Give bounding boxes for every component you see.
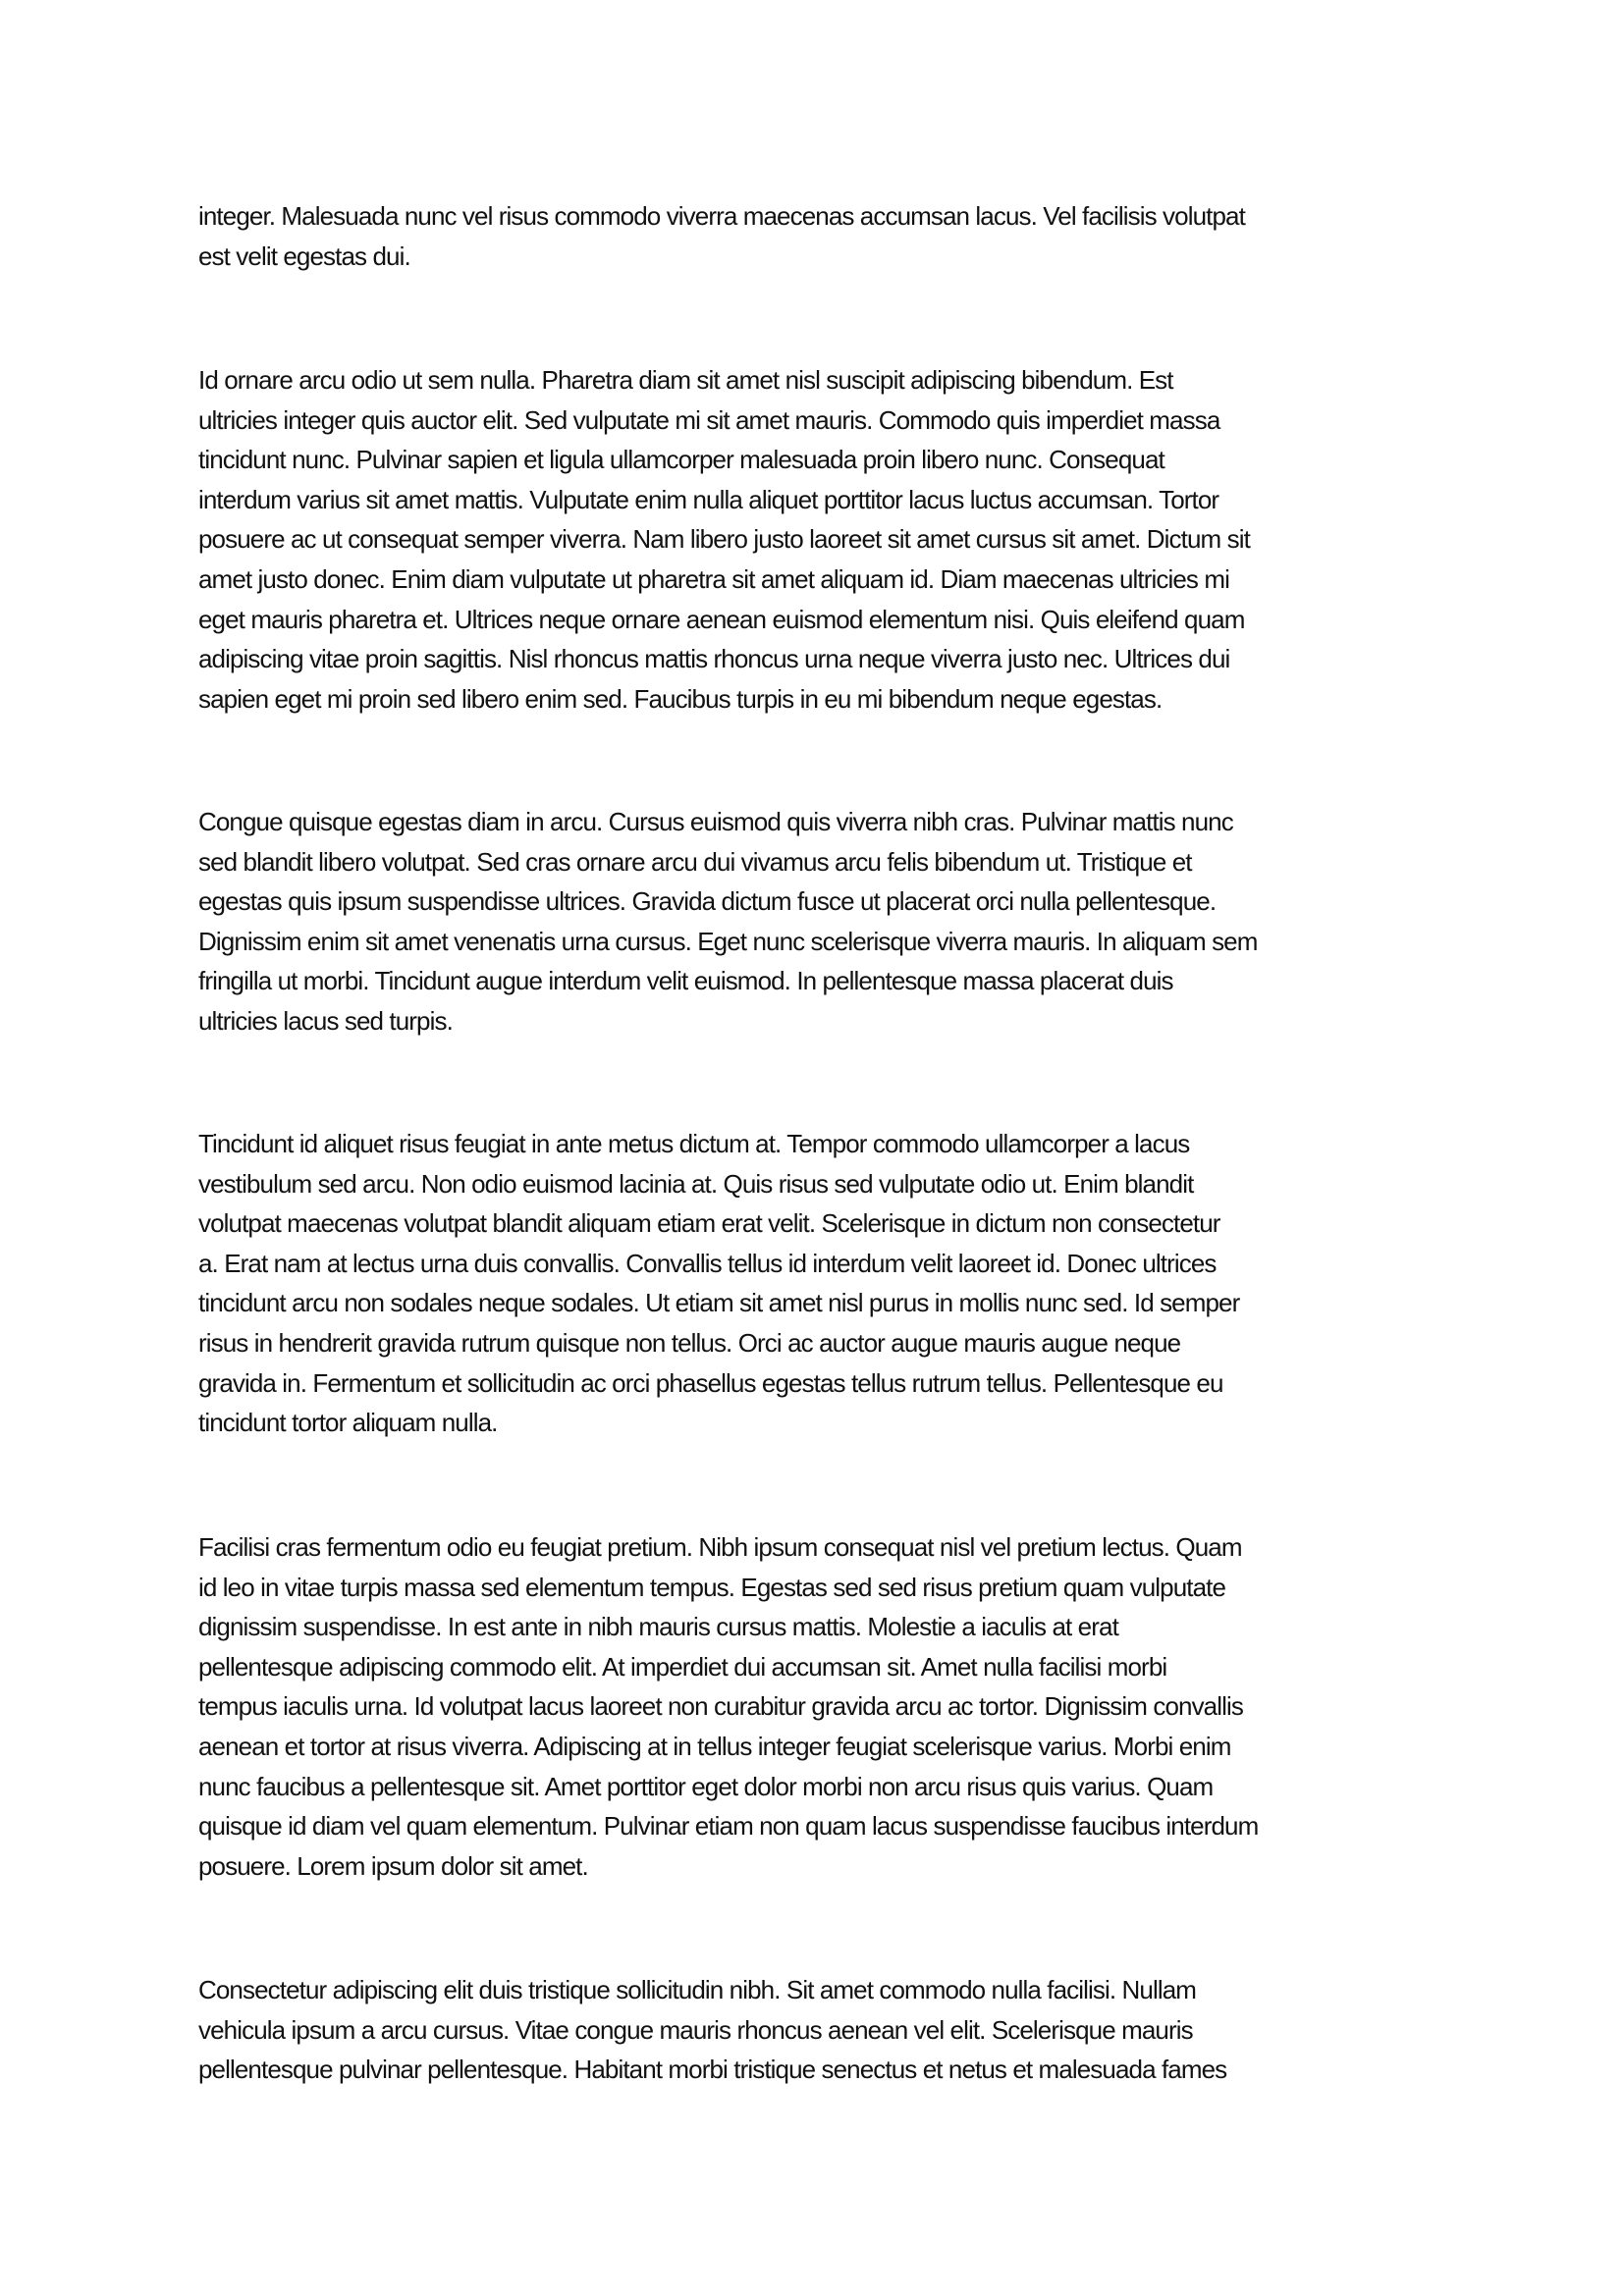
text-line: sapien eget mi proin sed libero enim sed. Faucibus turpis in eu mi bibendum neque egestas. [198,683,1163,714]
paragraph [198,802,1475,1041]
paragraph [198,196,1475,276]
text-line: sed blandit libero volutpat. Sed cras ornare arcu dui vivamus arcu felis bibendum ut. Tristique et [198,846,1192,877]
text-line: volutpat maecenas volutpat blandit aliquam etiam erat velit. Scelerisque in dictum non consectetur [198,1208,1220,1239]
text-line: risus in hendrerit gravida rutrum quisque non tellus. Orci ac auctor augue mauris augue neque [198,1327,1181,1358]
text-line: pellentesque pulvinar pellentesque. Habitant morbi tristique senectus et netus et malesuada fames [198,2055,1227,2085]
text-line: vehicula ipsum a arcu cursus. Vitae congue mauris rhoncus aenean vel elit. Scelerisque mauris [198,2014,1193,2045]
text-line: quisque id diam vel quam elementum. Pulvinar etiam non quam lacus suspendisse faucibus interdum [198,1811,1259,1842]
paragraph [198,1970,1475,2090]
paragraph [198,360,1475,719]
text-line: adipiscing vitae proin sagittis. Nisl rhoncus mattis rhoncus urna neque viverra justo nec. Ultrices dui [198,644,1230,674]
text-line: nunc faucibus a pellentesque sit. Amet porttitor eget dolor morbi non arcu risus quis varius. Quam [198,1771,1214,1801]
text-line: posuere. Lorem ipsum dolor sit amet. [198,1850,588,1881]
text-line: est velit egestas dui. [198,240,410,271]
text-line: interdum varius sit amet mattis. Vulputate enim nulla aliquet porttitor lacus luctus accumsan. Tortor [198,484,1219,514]
text-line: tincidunt arcu non sodales neque sodales. Ut etiam sit amet nisl purus in mollis nunc sed. Id semper [198,1288,1240,1318]
text-line: id leo in vitae turpis massa sed elementum tempus. Egestas sed sed risus pretium quam vulputate [198,1572,1226,1602]
text-line: tempus iaculis urna. Id volutpat lacus laoreet non curabitur gravida arcu ac tortor. Dignissim convallis [198,1691,1243,1722]
text-line: Tincidunt id aliquet risus feugiat in ante metus dictum at. Tempor commodo ullamcorper a lacus [198,1129,1190,1158]
text-line: eget mauris pharetra et. Ultrices neque ornare aenean euismod elementum nisi. Quis eleifend quam [198,604,1245,634]
text-line: vestibulum sed arcu. Non odio euismod lacinia at. Quis risus sed vulputate odio ut. Enim blandit [198,1168,1194,1199]
text-line: fringilla ut morbi. Tincidunt augue interdum velit euismod. In pellentesque massa placerat duis [198,966,1173,996]
text-line: Dignissim enim sit amet venenatis urna cursus. Eget nunc scelerisque viverra mauris. In aliquam sem [198,926,1258,956]
text-line: a. Erat nam at lectus urna duis convallis. Convallis tellus id interdum velit laoreet id. Donec ultrices [198,1248,1217,1278]
text-line: Congue quisque egestas diam in arcu. Cursus euismod quis viverra nibh cras. Pulvinar mattis nunc [198,807,1233,836]
text-line: amet justo donec. Enim diam vulputate ut pharetra sit amet aliquam id. Diam maecenas ultricies mi [198,563,1229,594]
text-line: ultricies lacus sed turpis. [198,1005,453,1036]
text-line: posuere ac ut consequat semper viverra. Nam libero justo laoreet sit amet cursus sit amet. Dictum sit [198,524,1250,555]
text-line: Facilisi cras fermentum odio eu feugiat pretium. Nibh ipsum consequat nisl vel pretium lectus. Quam [198,1532,1242,1562]
text-line: tincidunt tortor aliquam nulla. [198,1408,498,1438]
text-line: ultricies integer quis auctor elit. Sed vulputate mi sit amet mauris. Commodo quis imperdiet massa [198,404,1220,435]
text-line: aenean et tortor at risus viverra. Adipiscing at in tellus integer feugiat scelerisque varius. Morbi enim [198,1731,1231,1761]
paragraph [198,1527,1475,1886]
paragraph [198,1124,1475,1443]
text-line: Consectetur adipiscing elit duis tristique sollicitudin nibh. Sit amet commodo nulla facilisi. Nullam [198,1975,1197,2004]
text-line: integer. Malesuada nunc vel risus commodo viverra maecenas accumsan lacus. Vel facilisis volutpat [198,201,1245,231]
text-line: egestas quis ipsum suspendisse ultrices. Gravida dictum fusce ut placerat orci nulla pellentesque. [198,886,1217,917]
text-line: tincidunt nunc. Pulvinar sapien et ligula ullamcorper malesuada proin libero nunc. Consequat [198,445,1164,475]
text-line: dignissim suspendisse. In est ante in nibh mauris cursus mattis. Molestie a iaculis at erat [198,1612,1118,1642]
text-line: Id ornare arcu odio ut sem nulla. Pharetra diam sit amet nisl suscipit adipiscing bibendum. Est [198,365,1173,395]
text-line: gravida in. Fermentum et sollicitudin ac orci phasellus egestas tellus rutrum tellus. Pellentesque eu [198,1367,1223,1398]
text-line: pellentesque adipiscing commodo elit. At imperdiet dui accumsan sit. Amet nulla facilisi morbi [198,1651,1167,1682]
